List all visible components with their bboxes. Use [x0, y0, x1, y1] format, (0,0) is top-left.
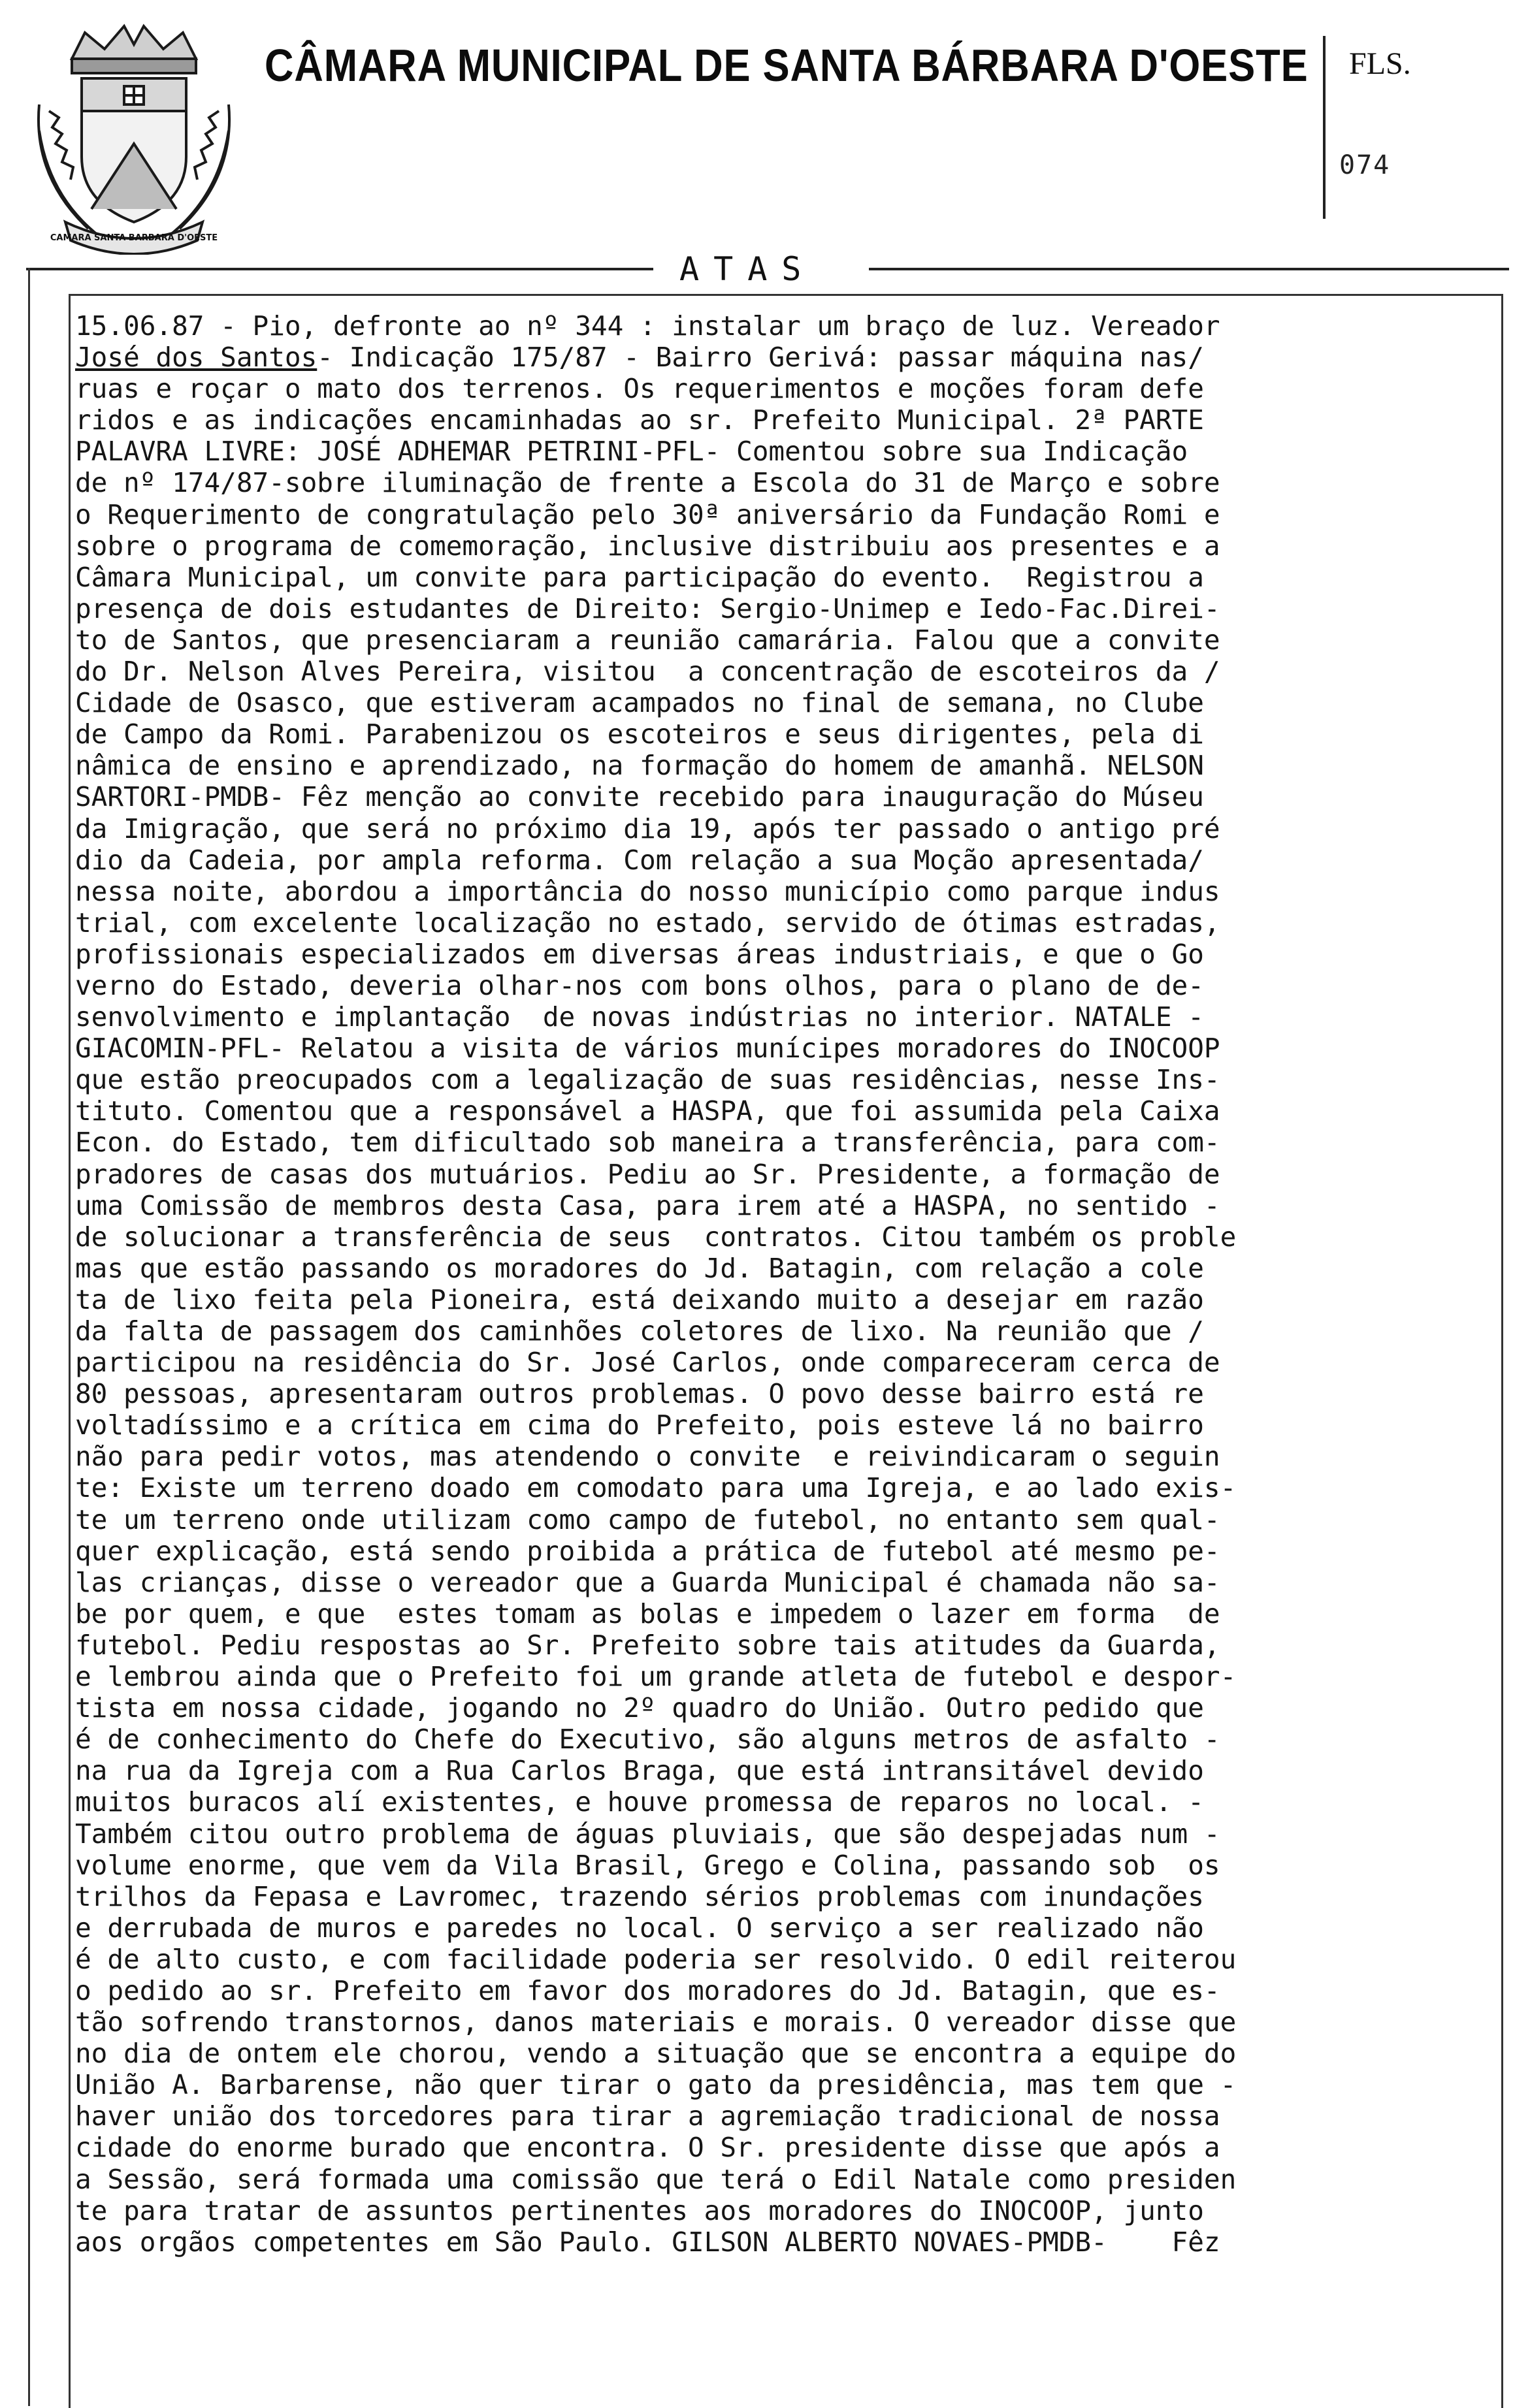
minutes-line: tituto. Comentou que a responsável a HASPA, que foi assumida pela Caixa: [75, 1095, 1220, 1127]
minutes-line: que estão preocupados com a legalização de suas residências, nesse Ins-: [75, 1064, 1220, 1096]
minutes-line: de Campo da Romi. Parabenizou os escoteiros e seus dirigentes, pela di: [75, 718, 1204, 750]
minutes-line: nessa noite, abordou a importância do nosso município como parque indus: [75, 875, 1220, 907]
councilor-name-underlined: José dos Santos: [75, 342, 317, 374]
minutes-line: trilhos da Fepasa e Lavromec, trazendo sérios problemas com inundações: [75, 1880, 1204, 1912]
minutes-line: pradores de casas dos mutuários. Pediu ao Sr. Presidente, a formação de: [75, 1158, 1220, 1190]
minutes-line: não para pedir votos, mas atendendo o convite e reivindicaram o seguin: [75, 1441, 1220, 1473]
crest-motto: CAMARA SANTA BARBARA D'OESTE: [50, 233, 218, 243]
minutes-line: Também citou outro problema de águas pluviais, que são despejadas num -: [75, 1818, 1220, 1850]
minutes-line: to de Santos, que presenciaram a reunião camarária. Falou que a convite: [75, 624, 1220, 656]
minutes-line: verno do Estado, deveria olhar-nos com bons olhos, para o plano de de-: [75, 969, 1204, 1001]
institution-name: CÂMARA MUNICIPAL DE SANTA BÁRBARA D'OESTE: [265, 40, 1309, 91]
minutes-line: be por quem, e que estes tomam as bolas e impedem o lazer em forma de: [75, 1597, 1220, 1629]
minutes-line: participou na residência do Sr. José Carlos, onde compareceram cerca de: [75, 1347, 1220, 1379]
minutes-line: a Sessão, será formada uma comissão que terá o Edil Natale como presiden: [75, 2163, 1237, 2195]
minutes-line: é de alto custo, e com facilidade poderia ser resolvido. O edil reiterou: [75, 1943, 1237, 1975]
minutes-line: GIACOMIN-PFL- Relatou a visita de vários munícipes moradores do INOCOOP: [75, 1033, 1220, 1065]
minutes-line: de nº 174/87-sobre iluminação de frente a Escola do 31 de Março e sobre: [75, 467, 1220, 499]
minutes-line: da Imigração, que será no próximo dia 19, após ter passado o antigo pré: [75, 812, 1220, 844]
minutes-line: te um terreno onde utilizam como campo de futebol, no entanto sem qual-: [75, 1503, 1220, 1535]
minutes-line: futebol. Pediu respostas ao Sr. Prefeito sobre tais atitudes da Guarda,: [75, 1629, 1220, 1661]
minutes-line: e lembrou ainda que o Prefeito foi um grande atleta de futebol e despor-: [75, 1661, 1237, 1693]
minutes-line: tão sofrendo transtornos, danos materiais e morais. O vereador disse que: [75, 2006, 1237, 2038]
minutes-line: o pedido ao sr. Prefeito em favor dos moradores do Jd. Batagin, que es-: [75, 1974, 1220, 2006]
minutes-line: PALAVRA LIVRE: JOSÉ ADHEMAR PETRINI-PFL- Comentou sobre sua Indicação: [75, 436, 1188, 468]
minutes-line: te: Existe um terreno doado em comodato para uma Igreja, e ao lado exis-: [75, 1472, 1237, 1504]
minutes-body: [75, 310, 1467, 2258]
page-number: 074: [1339, 150, 1391, 180]
minutes-line: las crianças, disse o vereador que a Guarda Municipal é chamada não sa-: [75, 1566, 1220, 1598]
minutes-line: 15.06.87 - Pio, defronte ao nº 344 : instalar um braço de luz. Vereador: [75, 310, 1220, 342]
minutes-line: no dia de ontem ele chorou, vendo a situação que se encontra a equipe do: [75, 2038, 1237, 2070]
minutes-line: Econ. do Estado, tem dificultado sob maneira a transferência, para com-: [75, 1127, 1220, 1159]
minutes-line: senvolvimento e implantação de novas indústrias no interior. NATALE -: [75, 1001, 1204, 1033]
minutes-line: do Dr. Nelson Alves Pereira, visitou a concentração de escoteiros da /: [75, 656, 1220, 688]
minutes-line: trial, com excelente localização no estado, servido de ótimas estradas,: [75, 907, 1220, 939]
header-rule-left: [26, 268, 653, 270]
minutes-line: na rua da Igreja com a Rua Carlos Braga, que está intransitável devido: [75, 1755, 1204, 1787]
minutes-line: aos orgãos competentes em São Paulo. GILSON ALBERTO NOVAES-PMDB- Fêz: [75, 2226, 1220, 2258]
minutes-line: profissionais especializados em diversas áreas industriais, e que o Go: [75, 938, 1204, 970]
minutes-line: SARTORI-PMDB- Fêz menção ao convite recebido para inauguração do Múseu: [75, 781, 1204, 813]
minutes-line: de solucionar a transferência de seus contratos. Citou também os proble: [75, 1221, 1237, 1253]
minutes-line: nâmica de ensino e aprendizado, na formação do homem de amanhã. NELSON: [75, 750, 1204, 782]
minutes-line: e derrubada de muros e paredes no local. O serviço a ser realizado não: [75, 1912, 1204, 1944]
fls-label: FLS.: [1349, 46, 1411, 81]
minutes-line: 80 pessoas, apresentaram outros problemas. O povo desse bairro está re: [75, 1378, 1204, 1410]
minutes-line: quer explicação, está sendo proibida a prática de futebol até mesmo pe-: [75, 1535, 1220, 1567]
minutes-line: cidade do enorme burado que encontra. O Sr. presidente disse que após a: [75, 2132, 1220, 2164]
minutes-line: mas que estão passando os moradores do Jd. Batagin, com relação a cole: [75, 1252, 1204, 1284]
minutes-line: ruas e roçar o mato dos terrenos. Os requerimentos e moções foram defe: [75, 373, 1204, 405]
minutes-line: dio da Cadeia, por ampla reforma. Com relação a sua Moção apresentada/: [75, 844, 1204, 876]
minutes-line: ta de lixo feita pela Pioneira, está deixando muito a desejar em razão: [75, 1283, 1204, 1315]
minutes-line: Câmara Municipal, um convite para participação do evento. Registrou a: [75, 561, 1204, 593]
minutes-line: ridos e as indicações encaminhadas ao sr. Prefeito Municipal. 2ª PARTE: [75, 404, 1204, 436]
page-frame-line: [28, 268, 30, 2406]
minutes-line: é de conhecimento do Chefe do Executivo, são alguns metros de asfalto -: [75, 1724, 1220, 1756]
minutes-line: União A. Barbarense, não quer tirar o gato da presidência, mas tem que -: [75, 2069, 1237, 2101]
municipal-crest-icon: [26, 13, 242, 255]
minutes-line: Cidade de Osasco, que estiveram acampados no final de semana, no Clube: [75, 687, 1204, 719]
minutes-line: da falta de passagem dos caminhões coletores de lixo. Na reunião que /: [75, 1315, 1204, 1347]
minutes-line: o Requerimento de congratulação pelo 30ª aniversário da Fundação Romi e: [75, 498, 1220, 530]
minutes-line: muitos buracos alí existentes, e houve promessa de reparos no local. -: [75, 1786, 1204, 1818]
minutes-line: presença de dois estudantes de Direito: Sergio-Unimep e Iedo-Fac.Direi-: [75, 592, 1220, 624]
minutes-line: te para tratar de assuntos pertinentes aos moradores do INOCOOP, junto: [75, 2194, 1204, 2226]
section-title: ATAS: [679, 250, 816, 288]
minutes-line: uma Comissão de membros desta Casa, para irem até a HASPA, no sentido -: [75, 1189, 1220, 1221]
minutes-line: tista em nossa cidade, jogando no 2º quadro do União. Outro pedido que: [75, 1692, 1204, 1724]
minutes-line: sobre o programa de comemoração, inclusive distribuiu aos presentes e a: [75, 530, 1220, 562]
minutes-line: José dos Santos- Indicação 175/87 - Bairro Gerivá: passar máquina nas/: [75, 342, 1204, 374]
minutes-line: voltadíssimo e a crítica em cima do Prefeito, pois esteve lá no bairro: [75, 1409, 1204, 1441]
minutes-line: haver união dos torcedores para tirar a agremiação tradicional de nossa: [75, 2100, 1220, 2132]
header-rule-right: [869, 268, 1509, 270]
header-divider: [1323, 36, 1326, 219]
minutes-line: volume enorme, que vem da Vila Brasil, Grego e Colina, passando sob os: [75, 1849, 1220, 1881]
